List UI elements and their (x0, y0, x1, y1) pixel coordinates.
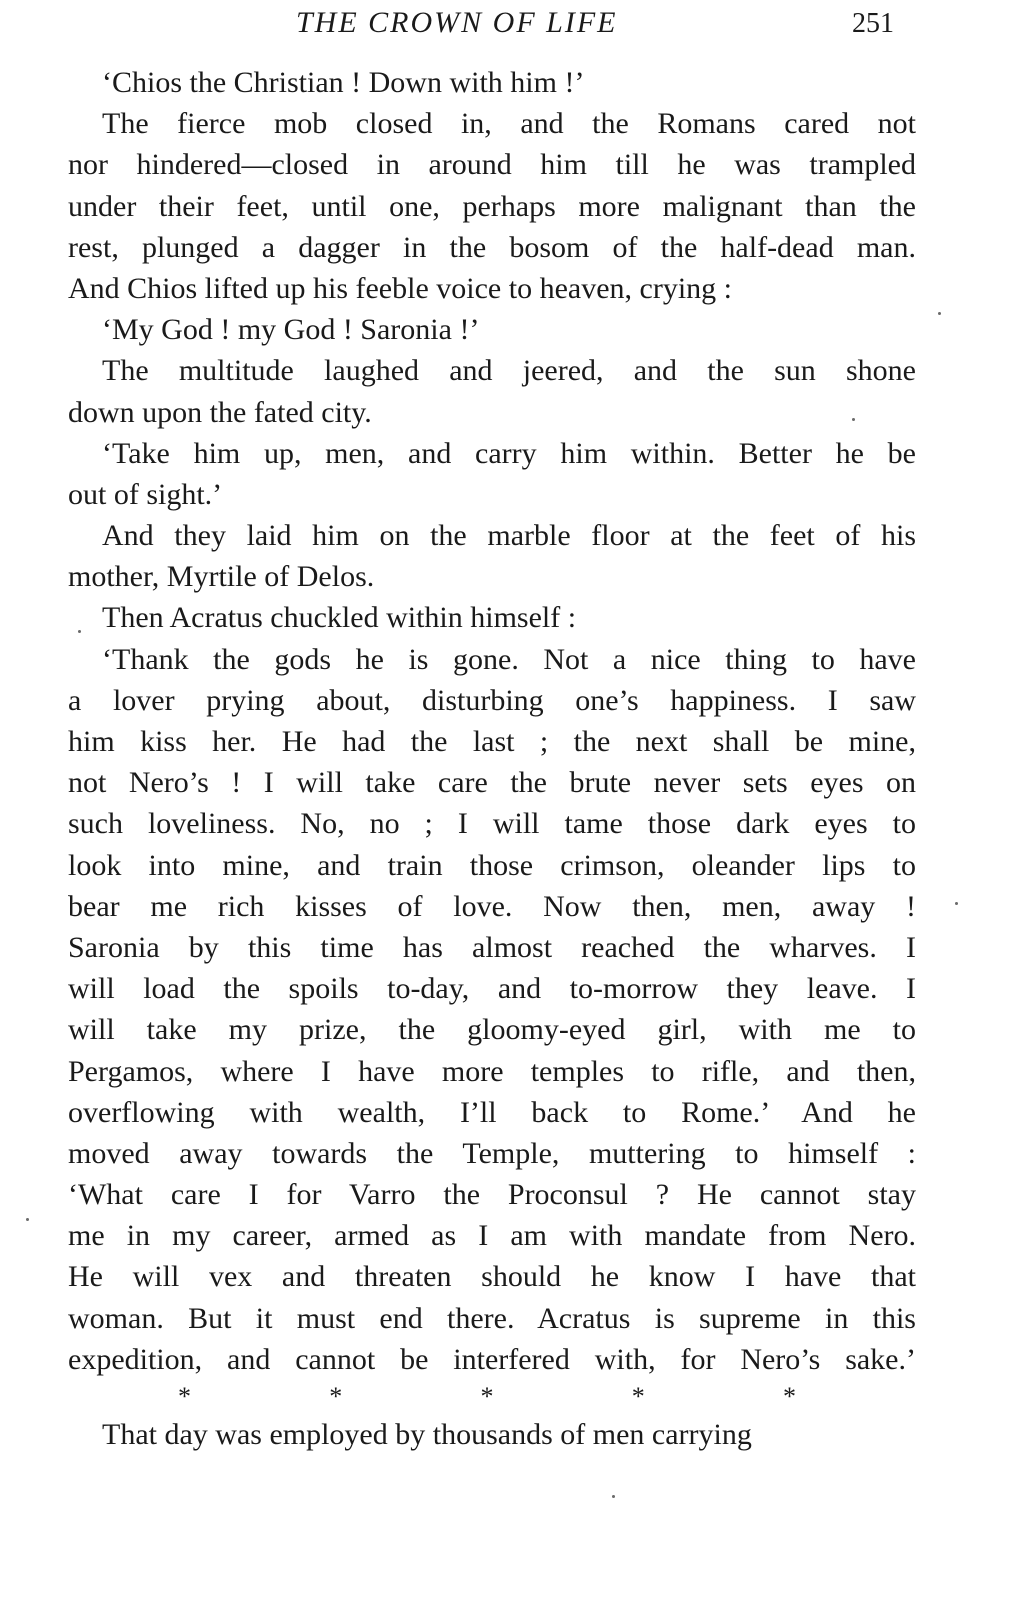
text-line: will take my prize, the gloomy-eyed girl, with me to (68, 1013, 916, 1047)
text-line: not Nero’s ! I will take care the brute never sets eyes on (68, 766, 916, 800)
text-line: ‘What care I for Varro the Proconsul ? He cannot stay (68, 1178, 916, 1212)
text-line: me in my career, armed as I am with mandate from Nero. (68, 1219, 916, 1253)
text-line: rest, plunged a dagger in the bosom of the half-dead man. (68, 230, 916, 264)
text-line: He will vex and threaten should he know I have that (68, 1260, 916, 1294)
speck (852, 418, 855, 421)
text-line: will load the spoils to-day, and to-morrow they leave. I (68, 972, 916, 1006)
section-break (68, 1380, 916, 1414)
page-number: 251 (852, 8, 894, 39)
running-title: THE CROWN OF LIFE (296, 6, 618, 39)
text-line: moved away towards the Temple, muttering to himself : (68, 1136, 916, 1170)
text-line: such loveliness. No, no ; I will tame those dark eyes to (68, 807, 916, 841)
text-line: a lover prying about, disturbing one’s happiness. I saw (68, 683, 916, 717)
asterisk: * (631, 1382, 645, 1411)
text-line: mother, Myrtile of Delos. (68, 560, 375, 594)
text-line: The multitude laughed and jeered, and the sun shone (102, 354, 916, 388)
text-line: woman. But it must end there. Acratus is supreme in this (68, 1301, 916, 1335)
text-line: Pergamos, where I have more temples to rifle, and then, (68, 1054, 916, 1088)
text-line: overflowing with wealth, I’ll back to Rome.’ And he (68, 1095, 916, 1129)
speck (938, 312, 941, 315)
text-line: The fierce mob closed in, and the Romans cared not (102, 107, 916, 141)
speck (78, 630, 81, 633)
text-line: And they laid him on the marble floor at the feet of his (102, 519, 916, 553)
asterisk: * (783, 1382, 796, 1411)
text-line: ‘My God ! my God ! Saronia !’ (102, 313, 480, 347)
text-line: nor hindered—closed in around him till he was trampled (68, 148, 916, 182)
text-line: under their feet, until one, perhaps more malignant than the (68, 189, 916, 223)
body-text (68, 62, 916, 1455)
text-line: ‘Thank the gods he is gone. Not a nice thing to have (102, 642, 916, 676)
text-line: ‘Take him up, men, and carry him within. Better he be (102, 436, 916, 470)
text-line: bear me rich kisses of love. Now then, men, away ! (68, 889, 916, 923)
speck (26, 1218, 29, 1221)
text-line: Then Acratus chuckled within himself : (102, 601, 577, 635)
text-line: out of sight.’ (68, 477, 223, 511)
text-line: down upon the fated city. (68, 395, 372, 429)
asterisk: * (480, 1382, 494, 1411)
text-line: Saronia by this time has almost reached the wharves. I (68, 930, 916, 964)
asterisk: * (178, 1382, 191, 1411)
asterisk: * (329, 1382, 343, 1411)
text-line: expedition, and cannot be interfered with, for Nero’s sake.’ (68, 1342, 916, 1376)
text-line: ‘Chios the Christian ! Down with him !’ (102, 66, 585, 99)
text-line: And Chios lifted up his feeble voice to heaven, crying : (68, 271, 732, 305)
text-line: That day was employed by thousands of men carrying (102, 1418, 752, 1451)
text-line: him kiss her. He had the last ; the next shall be mine, (68, 725, 916, 758)
running-head (0, 6, 1024, 46)
text-line: look into mine, and train those crimson, oleander lips to (68, 848, 916, 882)
speck (612, 1495, 615, 1498)
speck (955, 902, 958, 905)
